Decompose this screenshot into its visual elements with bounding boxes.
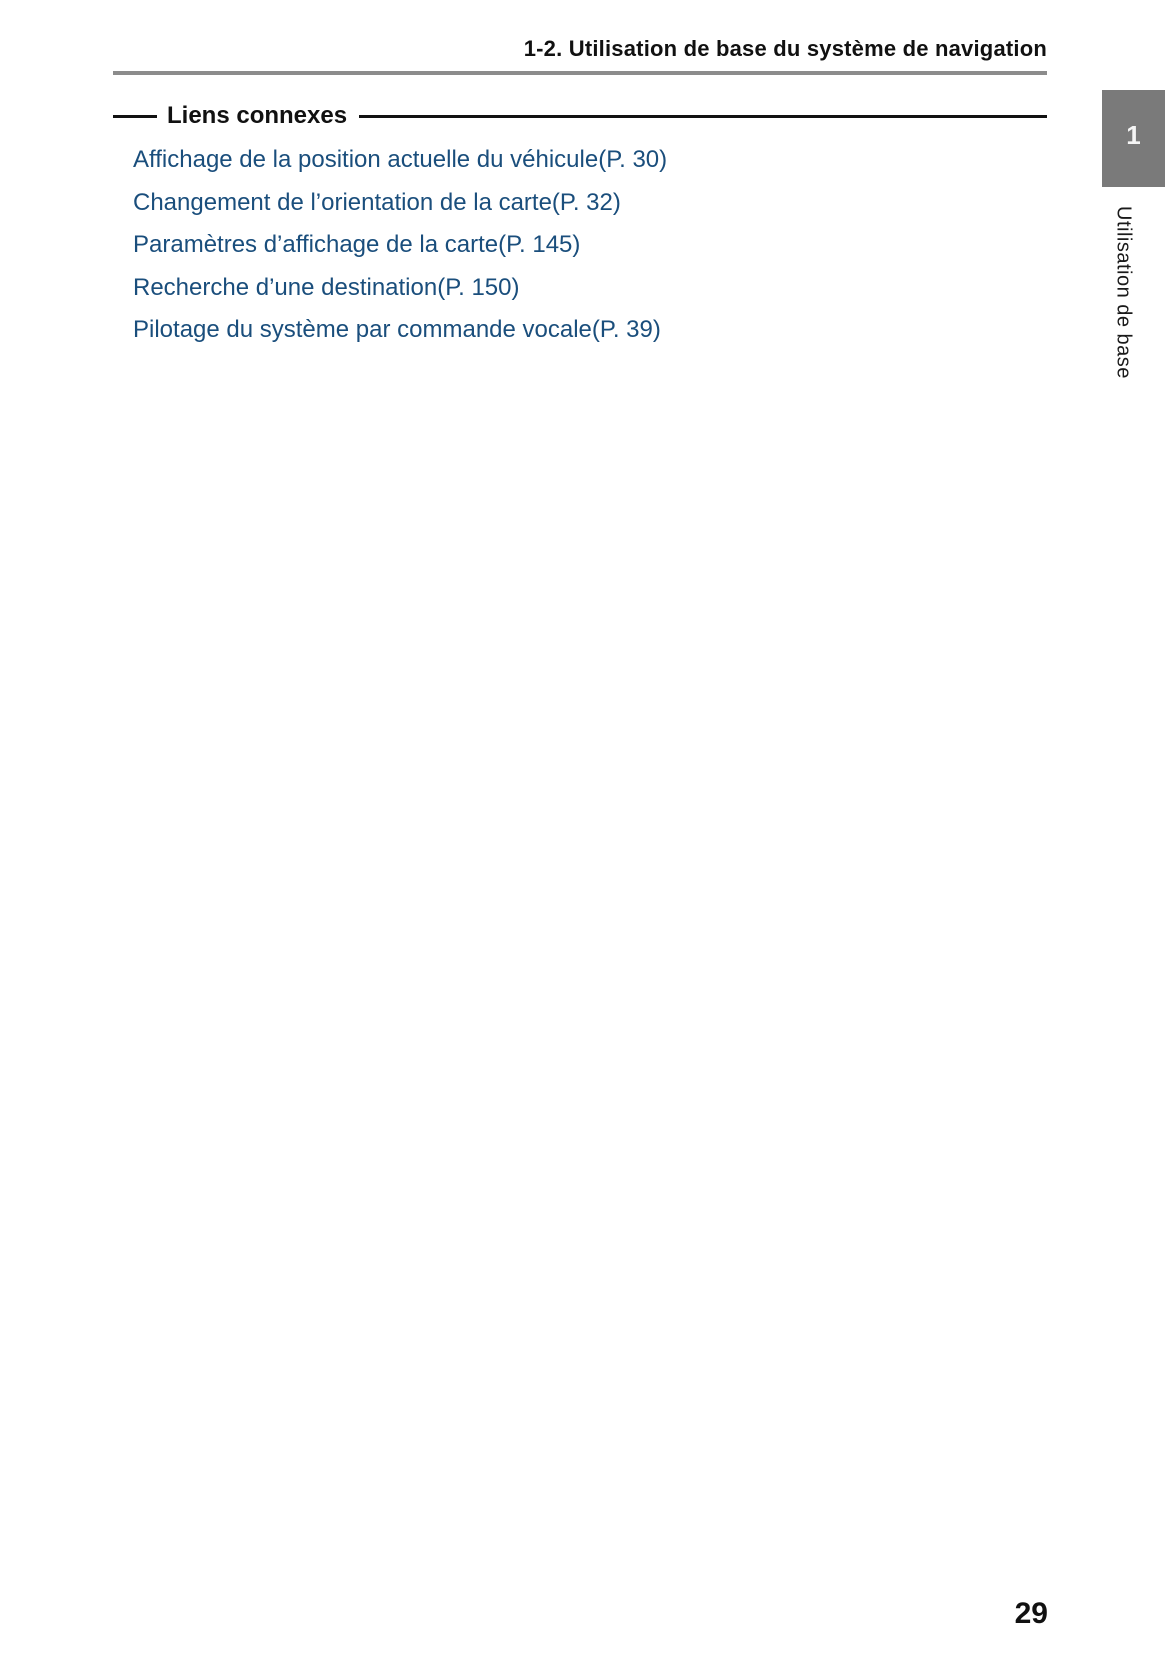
heading-left-dash — [113, 115, 157, 118]
related-links-list — [133, 139, 667, 352]
related-link-map-orientation[interactable]: Changement de l’orientation de la carte(P. 32) — [133, 188, 621, 216]
running-header: 1-2. Utilisation de base du système de navigation — [523, 36, 1047, 61]
header-divider-rule — [113, 71, 1047, 75]
related-links-title: Liens connexes — [167, 102, 348, 129]
page-number: 29 — [1014, 1597, 1048, 1630]
related-link-map-display-settings[interactable]: Paramètres d’affichage de la carte(P. 145) — [133, 231, 581, 258]
related-link-destination-search[interactable]: Recherche d’une destination(P. 150) — [133, 273, 520, 301]
related-link-voice-command[interactable]: Pilotage du système par commande vocale(P. 39) — [133, 316, 661, 343]
related-link-vehicle-position[interactable]: Affichage de la position actuelle du véhicule(P. 30) — [133, 146, 668, 173]
chapter-number: 1 — [1126, 120, 1141, 150]
chapter-vertical-label: Utilisation de base — [1112, 206, 1135, 379]
related-links-heading — [113, 102, 1047, 130]
heading-right-line — [359, 115, 1047, 118]
chapter-thumb-tab — [1102, 90, 1165, 187]
